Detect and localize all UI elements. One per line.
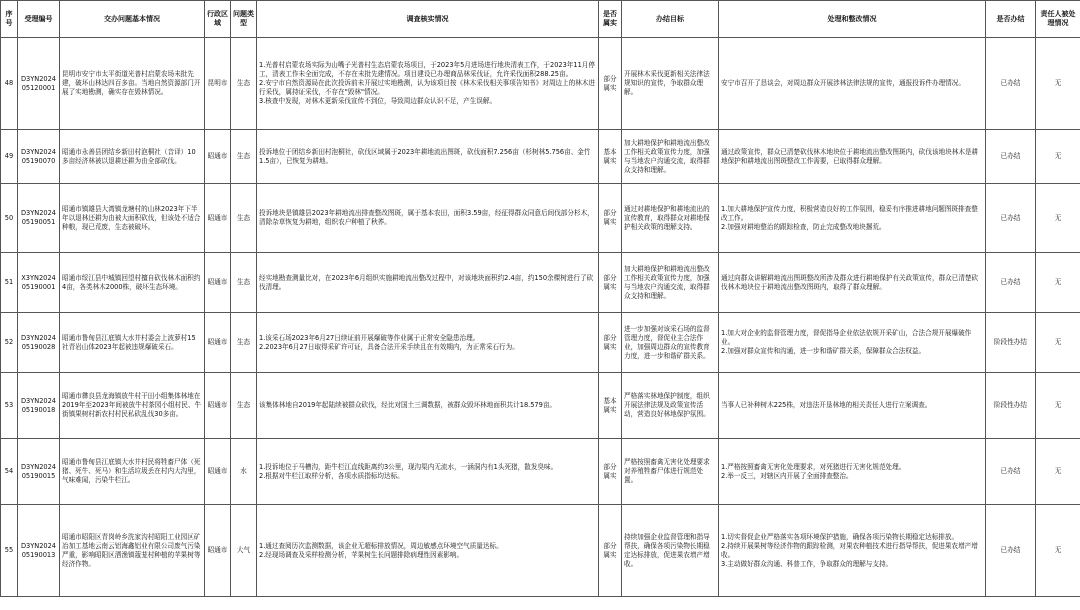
cell-seq: 51 <box>1 253 18 313</box>
table-row <box>1 439 1080 505</box>
cell-code: D3YN2024 05190070 <box>18 130 60 184</box>
cell-accountability: 无 <box>1036 184 1080 253</box>
cell-verified: 部分属实 <box>599 313 622 373</box>
cell-type: 生态 <box>231 373 257 439</box>
cell-issue: 昭通市永善县团结乡新田村泡桐社（音译）10多亩经济林被以退耕还耕为由全部砍伐。 <box>60 130 205 184</box>
cell-goal: 持续加强企业监督管理和指导帮扶，确保各项污染物长期稳定达标排放，促进果农增产增收。 <box>622 505 719 597</box>
header-handling: 处理和整改情况 <box>719 1 986 38</box>
cell-region: 昭通市 <box>205 313 231 373</box>
table-body <box>1 38 1080 597</box>
cell-verified: 基本属实 <box>599 373 622 439</box>
cell-issue: 昭通市鲁甸县江底镇大水井村委会上波萝村15社青岩山体2023年起被违规爆破采石。 <box>60 313 205 373</box>
cell-type: 水 <box>231 439 257 505</box>
cell-investigation: 1.该采石场2023年6月27日续证前开展爆破等作业属于正常安全隐患治理。 2.2023年6月27日取得采矿许可证，具备合法开采手续且在有效期内，为正常采石行为。 <box>257 313 599 373</box>
cell-code: D3YN2024 05190013 <box>18 505 60 597</box>
cell-goal: 通过对耕地保护和耕地流出的宣传教育，取得群众对耕地保护相关政策的理解支持。 <box>622 184 719 253</box>
cell-seq: 53 <box>1 373 18 439</box>
cell-seq: 49 <box>1 130 18 184</box>
header-row <box>1 1 1080 38</box>
cell-seq: 52 <box>1 313 18 373</box>
cell-investigation: 1.光普村启蒙农场实际为山嘴子光普村生态启蒙农场项目，于2023年5月进场进行地块清表工作，于2023年11月停工，清表工作未全面完成，不存在未批先建情况。项目建设已办理商品林采伐证，允许采伐面积288.25亩。 2.安宁市自然资源局在此次投诉前未开展过实地勘测，认为该项目按《林木采伐相关事项告知书》对周边上的林木进行采伐，属持证采伐，不存在"毁林"情况。 3.核查中发现，对林木更新采伐宣传不到位，导致周边群众认识不足，产生误解。 <box>257 38 599 130</box>
table-row <box>1 253 1080 313</box>
header-code: 受理编号 <box>18 1 60 38</box>
cell-goal: 严格按照畜禽无害化处理要求对养殖牲畜尸体进行规范处置。 <box>622 439 719 505</box>
cell-verified: 基本属实 <box>599 130 622 184</box>
header-investigation: 调查核实情况 <box>257 1 599 38</box>
table-row <box>1 313 1080 373</box>
cell-type: 生态 <box>231 253 257 313</box>
cell-handling: 1.加大耕地保护宣传力度，积极营造良好的工作氛围，稳妥有序推进耕地问题图斑排查整改工作。 2.加强对耕地整治的跟踪检查，防止完成整改地块撂荒。 <box>719 184 986 253</box>
cell-verified: 部分属实 <box>599 184 622 253</box>
cell-goal: 严格落实林地保护制度，组织开展法律法规及政策宣传活动，营造良好林地保护氛围。 <box>622 373 719 439</box>
cell-code: D3YN2024 05190015 <box>18 439 60 505</box>
cell-type: 生态 <box>231 130 257 184</box>
cell-verified: 部分属实 <box>599 253 622 313</box>
cell-region: 昭通市 <box>205 373 231 439</box>
cell-code: D3YN2024 05190051 <box>18 184 60 253</box>
cell-type: 生态 <box>231 38 257 130</box>
cell-code: X3YN2024 05190001 <box>18 253 60 313</box>
cell-goal: 开展林木采伐更新相关法律法规知识的宣传，争取群众理解。 <box>622 38 719 130</box>
header-verified: 是否属实 <box>599 1 622 38</box>
cell-closed: 已办结 <box>986 130 1036 184</box>
cell-region: 昭通市 <box>205 184 231 253</box>
cell-issue: 昭通市昭阳区青岗岭乡洗家沟村昭阳工业园区矿冶加工基地云南云铝海鑫铝业有限公司废气污染严重，影响昭阳区洒渔镇蔻茏村种植的苹果树等经济作物。 <box>60 505 205 597</box>
cell-verified: 部分属实 <box>599 505 622 597</box>
cell-investigation: 该集体林地自2019年起陆续被群众砍伐，经比对国土三调数据，被群众毁坏林地面积共计18.579亩。 <box>257 373 599 439</box>
cell-goal: 进一步加强对该采石场的监督管理力度，督促业主合法作业，加强周边群众的宣传教育力度，进一步和谐矿群关系。 <box>622 313 719 373</box>
cell-closed: 阶段性办结 <box>986 373 1036 439</box>
cell-handling: 当事人已补种树木225株，对违法开垦林地的相关责任人进行立案调查。 <box>719 373 986 439</box>
header-accountability: 责任人被处理情况 <box>1036 1 1080 38</box>
cell-handling: 通过政策宣传，群众已清楚砍伐林木地块位于耕地流出整改图斑内，砍伐该地块林木是耕地保护和耕地流出图斑整改工作需要，已取得群众理解。 <box>719 130 986 184</box>
header-closed: 是否办结 <box>986 1 1036 38</box>
cell-closed: 已办结 <box>986 439 1036 505</box>
table-row <box>1 505 1080 597</box>
cell-region: 昭通市 <box>205 439 231 505</box>
cell-seq: 48 <box>1 38 18 130</box>
cell-seq: 50 <box>1 184 18 253</box>
header-issue: 交办问题基本情况 <box>60 1 205 38</box>
cell-issue: 昆明市安宁市太平街道光普村启蒙农场未批先建，破坏山林达四百多亩。当地自然资源部门开展了实地勘测，确实存在毁林情况。 <box>60 38 205 130</box>
cell-region: 昭通市 <box>205 505 231 597</box>
header-seq: 序号 <box>1 1 18 38</box>
cell-accountability: 无 <box>1036 505 1080 597</box>
cell-goal: 加大耕地保护和耕地流出整改工作相关政策宣传力度，加强与当地农户沟通交流，取得群众支持和理解。 <box>622 130 719 184</box>
header-goal: 办结目标 <box>622 1 719 38</box>
cell-issue: 昭通市镇雄县大湾镇龙塘村的山林2023年下半年以退林还耕为由被大面积砍伐，但该处不适合种粮，现已荒废，生态被破坏。 <box>60 184 205 253</box>
cell-code: D3YN2024 05190028 <box>18 313 60 373</box>
cell-investigation: 经实地勘查测量比对，在2023年6月组织实施耕地流出整改过程中，对该地块面积约2.4亩，约150余棵树进行了砍伐清理。 <box>257 253 599 313</box>
cell-investigation: 1.投诉地位于马槽沟，距牛栏江直线距离约3公里，现沟渠内无流水，一涵洞内有1头死猪，散发臭味。 2.根据对牛栏江取样分析，各项水质指标均达标。 <box>257 439 599 505</box>
cell-closed: 阶段性办结 <box>986 313 1036 373</box>
table-row <box>1 184 1080 253</box>
table-row <box>1 373 1080 439</box>
cell-code: D3YN2024 05120001 <box>18 38 60 130</box>
table-row <box>1 38 1080 130</box>
cell-investigation: 1.通过查阅历次监测数据，该企业无超标排放情况，周边敏感点环境空气质量达标。 2.经现场调查及采样检测分析，苹果树生长问题排除病理性因素影响。 <box>257 505 599 597</box>
table-row <box>1 130 1080 184</box>
cell-seq: 54 <box>1 439 18 505</box>
cell-investigation: 投诉地位于团结乡新田村泡桐社，砍伐区域属于2023年耕地流出图斑，砍伐面积7.256亩（杉树林5.756亩、金竹1.5亩），已恢复为耕地。 <box>257 130 599 184</box>
cell-verified: 部分属实 <box>599 439 622 505</box>
cell-handling: 安宁市召开了恳谈会，对周边群众开展涉林法律法规的宣传，通报投诉件办理情况。 <box>719 38 986 130</box>
cell-region: 昆明市 <box>205 38 231 130</box>
cell-type: 生态 <box>231 184 257 253</box>
cell-issue: 昭通市鲁甸县江底镇大水井村民将牲畜尸体（死猪、死牛、死马）和生活垃圾丢在村内大沟里，气味难闻，污染牛栏江。 <box>60 439 205 505</box>
header-type: 问题类型 <box>231 1 257 38</box>
cell-handling: 1.严格按照畜禽无害化处理要求，对死猪进行无害化规范处理。 2.举一反三，对辖区内开展了全面排查整治。 <box>719 439 986 505</box>
cell-goal: 加大耕地保护和耕地流出整改工作相关政策宣传力度，加强与当地农户沟通交流，取得群众支持和理解。 <box>622 253 719 313</box>
cell-investigation: 投诉地块是镇雄县2023年耕地流出排查整改图斑，属于基本农田，面积3.59亩，经征得群众同意后间伐部分杉木，清除杂草恢复为耕地，组织农户种植了秋荞。 <box>257 184 599 253</box>
cell-accountability: 无 <box>1036 253 1080 313</box>
cell-accountability: 无 <box>1036 313 1080 373</box>
cell-accountability: 无 <box>1036 38 1080 130</box>
cell-accountability: 无 <box>1036 439 1080 505</box>
cell-type: 生态 <box>231 313 257 373</box>
cell-handling: 1.切实督促企业严格落实各项环境保护措施，确保各项污染物长期稳定达标排放。 2.持续开展果树等经济作物的跟踪检测，对果农种植技术进行指导帮扶，促进果农增产增收。 3.主动做好群众沟通、科普工作，争取群众的理解与支持。 <box>719 505 986 597</box>
cell-verified: 部分属实 <box>599 38 622 130</box>
cell-closed: 已办结 <box>986 184 1036 253</box>
cell-issue: 昭通市绥江县中城镇回望村擅自砍伐林木面积约4亩，各类林木2000株，破坏生态环境。 <box>60 253 205 313</box>
cell-closed: 已办结 <box>986 253 1036 313</box>
cell-closed: 已办结 <box>986 505 1036 597</box>
cell-type: 大气 <box>231 505 257 597</box>
cell-code: D3YN2024 05190018 <box>18 373 60 439</box>
cell-region: 昭通市 <box>205 253 231 313</box>
cell-accountability: 无 <box>1036 373 1080 439</box>
header-region: 行政区域 <box>205 1 231 38</box>
cell-handling: 1.加大对企业的监督管理力度，督促指导企业依法依规开采矿山，合法合规开展爆破作业。 2.加强对群众宣传和沟通，进一步和谐矿群关系，保障群众合法权益。 <box>719 313 986 373</box>
cell-handling: 通过向群众讲解耕地流出图斑整改所涉及群众进行耕地保护有关政策宣传，群众已清楚砍伐林木地块位于耕地流出整改图斑内，取得了群众理解。 <box>719 253 986 313</box>
cell-region: 昭通市 <box>205 130 231 184</box>
cell-closed: 已办结 <box>986 38 1036 130</box>
cell-accountability: 无 <box>1036 130 1080 184</box>
cell-seq: 55 <box>1 505 18 597</box>
cell-issue: 昭通市彝良县龙海镇放牛村干田小组集体林地在2019年至2023年间被放牛村茶园小组村民、牛街镇果树村新农村村民私砍乱伐30多亩。 <box>60 373 205 439</box>
